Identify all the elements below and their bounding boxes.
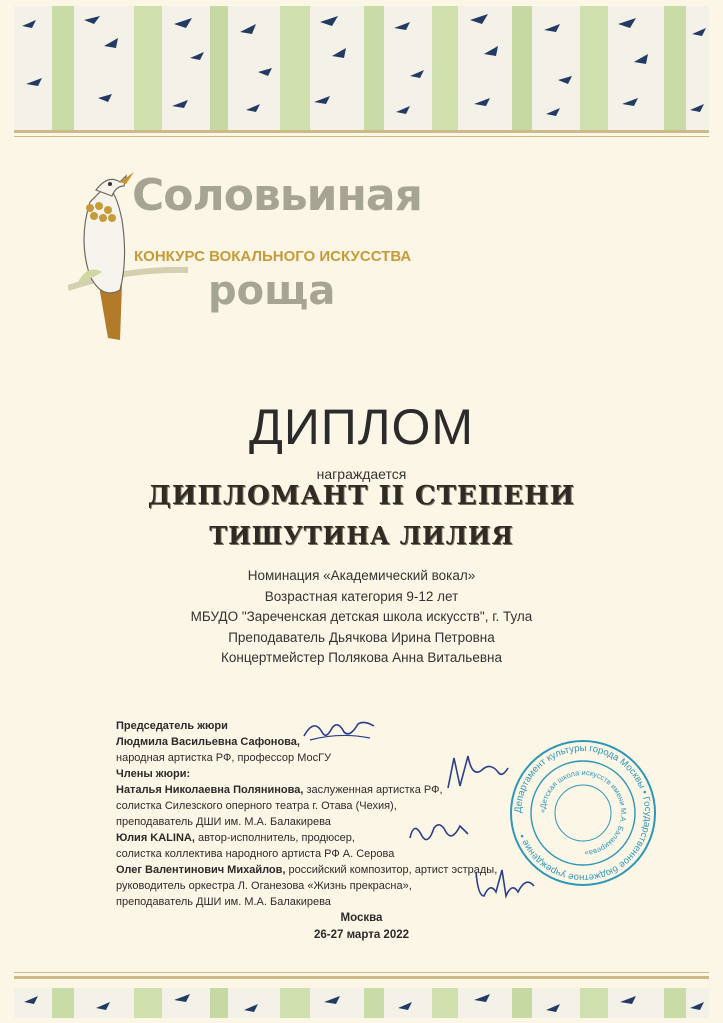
jury-chair-heading: Председатель жюри bbox=[116, 720, 228, 732]
bottom-divider bbox=[14, 976, 709, 979]
jury-member1-desc1: заслуженная артистка РФ, bbox=[303, 784, 443, 796]
award-details bbox=[0, 566, 723, 669]
date-label: 26-27 марта 2022 bbox=[313, 929, 410, 941]
top-divider bbox=[14, 130, 709, 133]
logo-title-line2: роща bbox=[208, 268, 336, 314]
jury-member3-name: Олег Валентинович Михайлов, bbox=[116, 864, 286, 876]
jury-member2-desc1: автор-исполнитель, продюсер, bbox=[194, 832, 355, 844]
jury-member3-desc3: преподаватель ДШИ им. М.А. Балакирева bbox=[116, 896, 331, 908]
jury-member3-desc1: российский композитор, артист эстрады, bbox=[285, 864, 498, 876]
laureate-name: ТИШУТИНА ЛИЛИЯ bbox=[209, 521, 514, 550]
accompanist-line: Концертмейстер Полякова Анна Витальевна bbox=[221, 650, 502, 665]
bottom-divider-thin bbox=[14, 972, 709, 973]
stamp-inner-text: «Детская школа искусств имени М.А. Балакирева» bbox=[537, 767, 629, 859]
birch-border-bottom bbox=[14, 988, 709, 1018]
svg-text:«Детская школа искусств имени bbox=[538, 768, 628, 858]
jury-chair-desc: народная артистка РФ, профессор МосГУ bbox=[116, 752, 332, 764]
birch-border-top bbox=[14, 6, 709, 130]
jury-member1-name: Наталья Николаевна Полянинова, bbox=[116, 784, 304, 796]
jury-members-heading: Члены жюри: bbox=[116, 768, 191, 780]
official-stamp-icon bbox=[508, 738, 658, 888]
jury-member2-desc2: солистка коллектива народного артиста РФ А. Серова bbox=[116, 848, 395, 860]
logo-subtitle: КОНКУРС ВОКАЛЬНОГО ИСКУССТВА bbox=[134, 248, 412, 265]
nomination-line: Номинация «Академический вокал» bbox=[247, 568, 476, 583]
top-divider-thin bbox=[14, 136, 709, 137]
member2-signature-icon bbox=[404, 814, 474, 850]
teacher-line: Преподаватель Дьячкова Ирина Петровна bbox=[228, 629, 495, 645]
jury-member3-desc2: руководитель оркестра Л. Оганезова «Жизнь прекрасна», bbox=[116, 880, 412, 892]
jury-member1-desc3: преподаватель ДШИ им. М.А. Балакирева bbox=[116, 816, 331, 828]
degree-title: ДИПЛОМАНТ II СТЕПЕНИ bbox=[147, 481, 576, 511]
svg-text:Департамент культуры города Мо bbox=[513, 743, 653, 883]
jury-chair-name: Людмила Васильевна Сафонова, bbox=[116, 736, 300, 748]
school-line: МБУДО "Зареченская детская школа искусств", г. Тула bbox=[190, 609, 533, 624]
diploma-title: ДИПЛОМ bbox=[248, 399, 475, 455]
logo-title-line1: Соловьиная bbox=[132, 170, 422, 221]
city-label: Москва bbox=[340, 912, 383, 924]
age-category-line: Возрастная категория 9-12 лет bbox=[264, 588, 459, 604]
stamp-outer-text: Департамент культуры города Москвы • Государственное бюджетное учреждение • bbox=[512, 742, 654, 884]
member1-signature-icon bbox=[442, 748, 512, 798]
chair-signature-icon bbox=[300, 712, 380, 746]
awarded-label: награждается bbox=[316, 466, 407, 482]
jury-member1-desc2: солистка Силезского оперного театра г. Отава (Чехия), bbox=[116, 800, 397, 812]
jury-member2-name: Юлия KALINA, bbox=[116, 832, 195, 844]
place-date-block bbox=[0, 910, 723, 944]
